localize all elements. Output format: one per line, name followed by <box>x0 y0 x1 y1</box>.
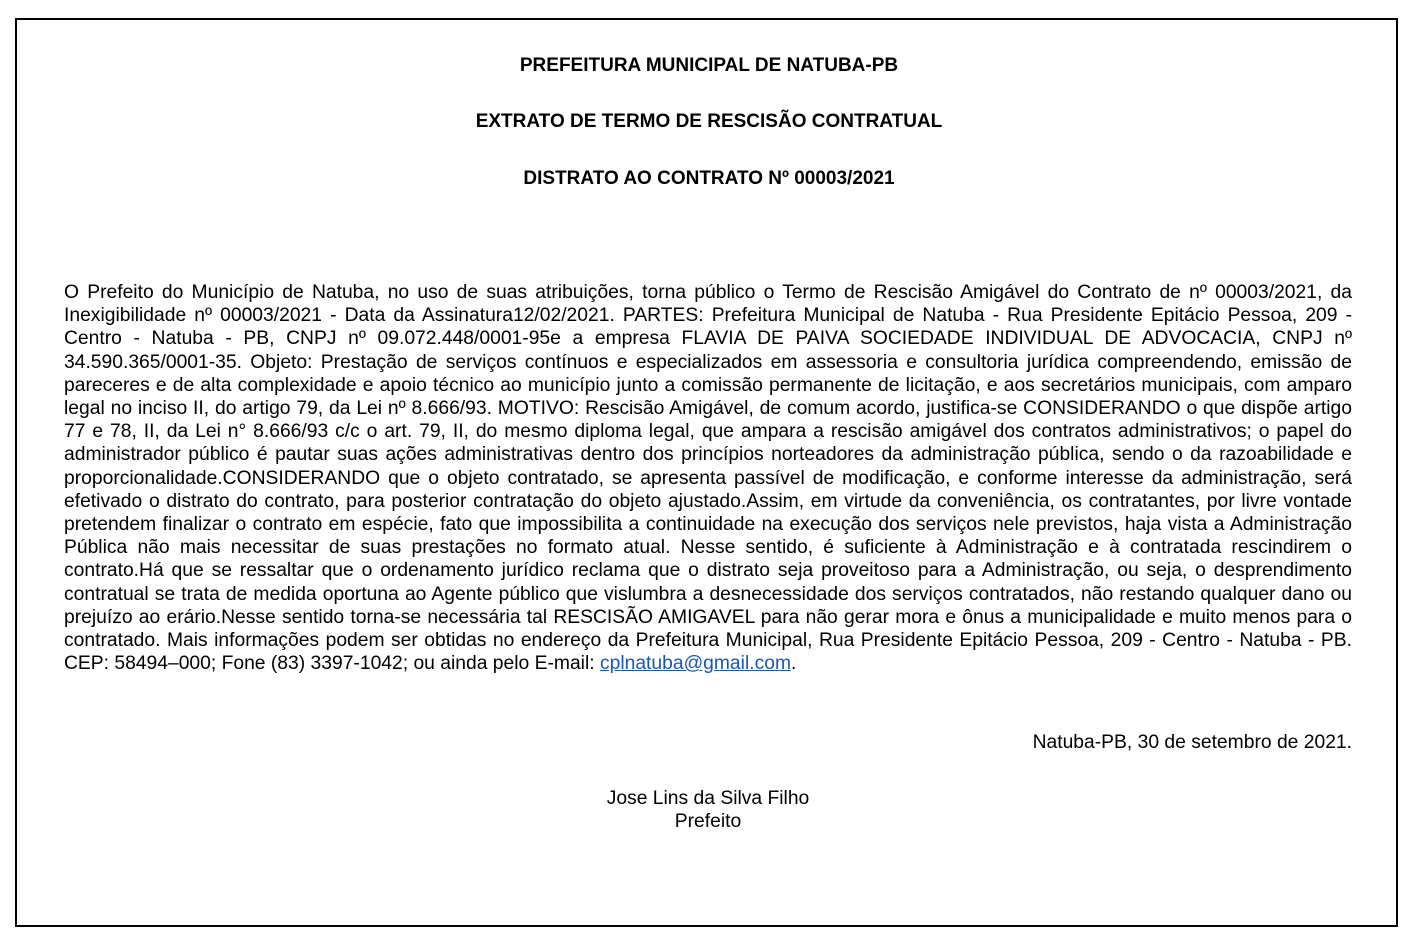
municipality-title: PREFEITURA MUNICIPAL DE NATUBA-PB <box>519 55 899 76</box>
signatory-role: Prefeito <box>674 811 742 832</box>
date-line: Natuba-PB, 30 de setembro de 2021. <box>1032 732 1352 753</box>
body-paragraph <box>64 281 1352 675</box>
body-end: . <box>791 653 797 675</box>
body-text: O Prefeito do Município de Natuba, no uso de suas atribuições, torna público o Termo de Rescisão Amigável do Contrato de nº 00003/2021, da Inexigibilidade nº 00003/2021 - Data da Assinatura12/02/2021. PARTES: Prefeitura Municipal de Natuba - Rua Presidente Epitácio Pessoa, 209 - Centro - Natuba - PB, CNPJ nº 09.072.448/0001-95e a empresa FLAVIA DE PAIVA SOCIEDADE INDIVIDUAL DE ADVOCACIA, CNPJ nº 34.590.365/0001-35. Objeto: Prestação de serviços contínuos e especializados em assessoria e consultoria jurídica compreendendo, emissão de pareceres e de alta complexidade e apoio técnico ao município junto a comissão permanente de licitação, e aos secretários municipais, com amparo legal no inciso II, do artigo 79, da Lei nº 8.666/93. MOTIVO: Rescisão Amigável, de comum acordo, justifica-se CONSIDERANDO o que dispõe artigo 77 e 78, II, da Lei n° 8.666/93 c/c o art. 79, II, do mesmo diploma legal, que ampara a rescisão amigável dos contratos administrativos; o papel do administrador público é pautar suas ações administrativas dentro dos princípios norteadores da administração pública, sendo o da razoabilidade e proporcionalidade.CONSIDERANDO que o objeto contratado, se apresenta passível de modificação, e conforme interesse da administração, será efetivado o distrato do contrato, para posterior contratação do objeto ajustado.Assim, em virtude da conveniência, os contratantes, por livre vontade pretendem finalizar o contrato em espécie, fato que impossibilita a continuidade na execução dos serviços nele previstos, haja vista a Administração Pública não mais necessitar de suas prestações no formato atual. Nesse sentido, é suficiente à Administração e à contratada rescindirem o contrato.Há que se ressaltar que o ordenamento jurídico reclama que o distrato seja proveitoso para a Administração, ou seja, o desprendimento contratual se trata de medida oportuna ao Agente público que vislumbra a desnecessidade dos serviços contratados, não restando qualquer dano ou prejuízo ao erário.Nesse sentido torna-se necessária tal RESCISÃO AMIGAVEL para não gerar mora e ônus a municipalidade e muito menos para o contratado. Mais informações podem ser obtidas no endereço da Prefeitura Municipal, Rua Presidente Epitácio Pessoa, 209 - Centro - Natuba - PB. CEP: 58494–000; Fone (83) 3397-1042; ou ainda pelo E-mail: <box>64 282 1352 675</box>
email-link[interactable]: cplnatuba@gmail.com <box>599 653 792 675</box>
signatory-name: Jose Lins da Silva Filho <box>606 788 810 809</box>
contract-title: DISTRATO AO CONTRATO Nº 00003/2021 <box>523 168 895 189</box>
document-title: EXTRATO DE TERMO DE RESCISÃO CONTRATUAL <box>475 111 943 132</box>
